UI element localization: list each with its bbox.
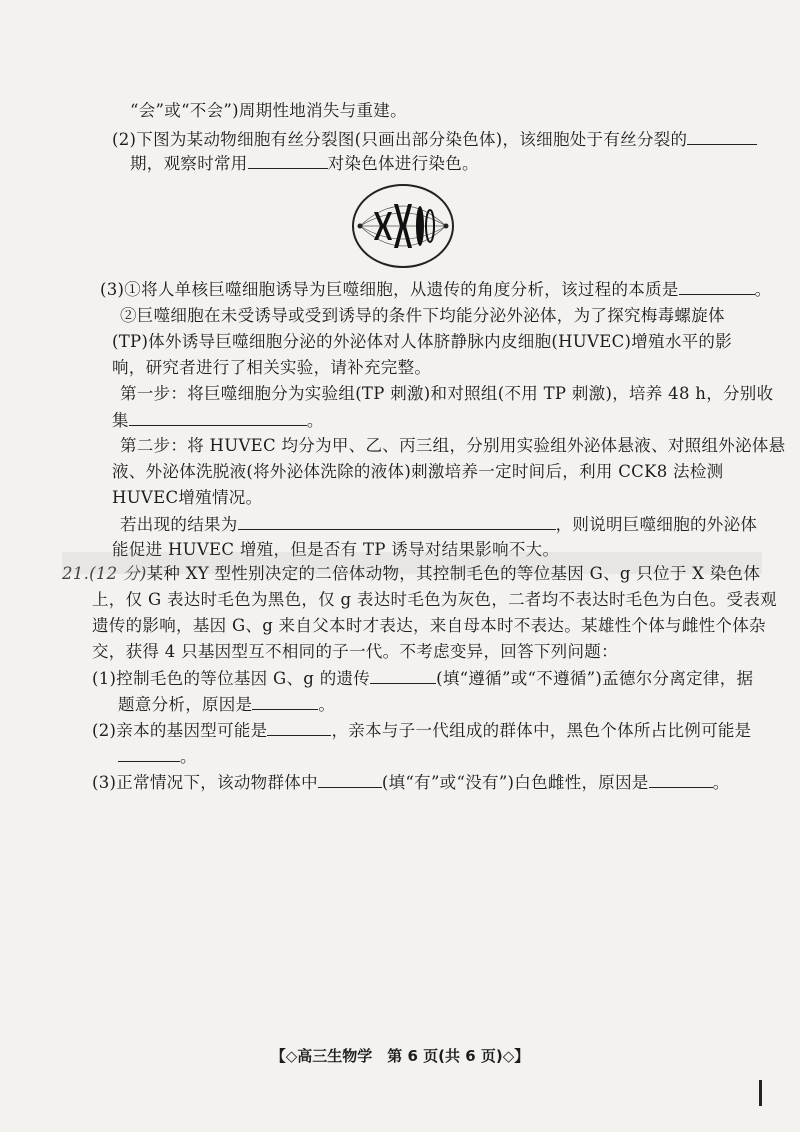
line-12: HUVEC增殖情况。 bbox=[112, 488, 263, 507]
line-7: 响，研究者进行了相关实验，请补充完整。 bbox=[112, 358, 432, 377]
line-9: 集 。 bbox=[112, 411, 324, 430]
question-21-line: 21.(12 分)某种 XY 型性别决定的二倍体动物，其控制毛色的等位基因 G、g 只位于 X 染色体 bbox=[62, 564, 761, 583]
answer-blank-ratio[interactable] bbox=[118, 745, 180, 762]
answer-blank-genotype[interactable] bbox=[267, 719, 331, 736]
answer-blank-essence[interactable] bbox=[679, 278, 755, 295]
question-3-line: (3)①将人单核巨噬细胞诱导为巨噬细胞，从遗传的角度分析，该过程的本质是 。 bbox=[100, 280, 772, 299]
answer-blank-white-female[interactable] bbox=[318, 771, 382, 788]
line-13: 若出现的结果为 ，则说明巨噬细胞的外泌体 bbox=[120, 515, 758, 534]
answer-blank-collect[interactable] bbox=[129, 409, 307, 426]
answer-blank-reason-1[interactable] bbox=[252, 693, 318, 710]
line-22: 。 bbox=[118, 745, 197, 768]
answer-blank-reason-3[interactable] bbox=[649, 771, 713, 788]
question-21-number: 21.(12 分) bbox=[62, 564, 147, 583]
question-2-line: (2)下图为某动物细胞有丝分裂图(只画出部分染色体)，该细胞处于有丝分裂的 bbox=[112, 128, 757, 151]
line-16: 上，仅 G 表达时毛色为黑色，仅 g 表达时毛色为灰色，二者均不表达时毛色为白色。受表观 bbox=[92, 590, 777, 609]
line-1: “会”或“不会”)周期性地消失与重建。 bbox=[130, 101, 407, 120]
edge-mark bbox=[759, 1080, 762, 1106]
line-11: 液、外泌体洗脱液(将外泌体洗除的液体)刺激培养一定时间后，利用 CCK8 法检测 bbox=[112, 462, 724, 481]
answer-blank-stain[interactable] bbox=[248, 152, 328, 169]
question-21-2-line: (2)亲本的基因型可能是 ，亲本与子一代组成的群体中，黑色个体所占比例可能是 bbox=[92, 721, 752, 740]
answer-blank-follow[interactable] bbox=[370, 667, 436, 684]
line-10: 第二步：将 HUVEC 均分为甲、乙、丙三组，分别用实验组外泌体悬液、对照组外泌体悬 bbox=[120, 436, 786, 455]
answer-blank-phase[interactable] bbox=[687, 128, 757, 145]
question-21-1-line: (1)控制毛色的等位基因 G、g 的遗传 (填“遵循”或“不遵循”)孟德尔分离定律，据 bbox=[92, 669, 754, 688]
line-20: 题意分析，原因是 。 bbox=[118, 695, 336, 714]
line-17: 遗传的影响，基因 G、g 来自父本时才表达，来自母本时不表达。某雄性个体与雌性个体杂 bbox=[92, 616, 766, 635]
answer-blank-result[interactable] bbox=[238, 513, 556, 530]
question-21-3-line: (3)正常情况下，该动物群体中 (填“有”或“没有”)白色雌性，原因是 。 bbox=[92, 773, 730, 792]
question-2-line-2: 期，观察时常用 对染色体进行染色。 bbox=[130, 154, 479, 173]
line-14: 能促进 HUVEC 增殖，但是否有 TP 诱导对结果影响不大。 bbox=[112, 540, 560, 559]
line-6: (TP)体外诱导巨噬细胞分泌的外泌体对人体脐静脉内皮细胞(HUVEC)增殖水平的影 bbox=[112, 332, 733, 351]
line-5: ②巨噬细胞在未受诱导或受到诱导的条件下均能分泌外泌体，为了探究梅毒螺旋体 bbox=[120, 306, 725, 325]
line-18: 交，获得 4 只基因型互不相同的子一代。不考虑变异，回答下列问题： bbox=[92, 642, 618, 661]
line-8: 第一步：将巨噬细胞分为实验组(TP 刺激)和对照组(不用 TP 刺激)，培养 48 h，分别收 bbox=[120, 384, 774, 403]
mitosis-cell-diagram bbox=[350, 182, 456, 270]
page-footer: 【◇高三生物学 第 6 页(共 6 页)◇】 bbox=[270, 1047, 530, 1065]
